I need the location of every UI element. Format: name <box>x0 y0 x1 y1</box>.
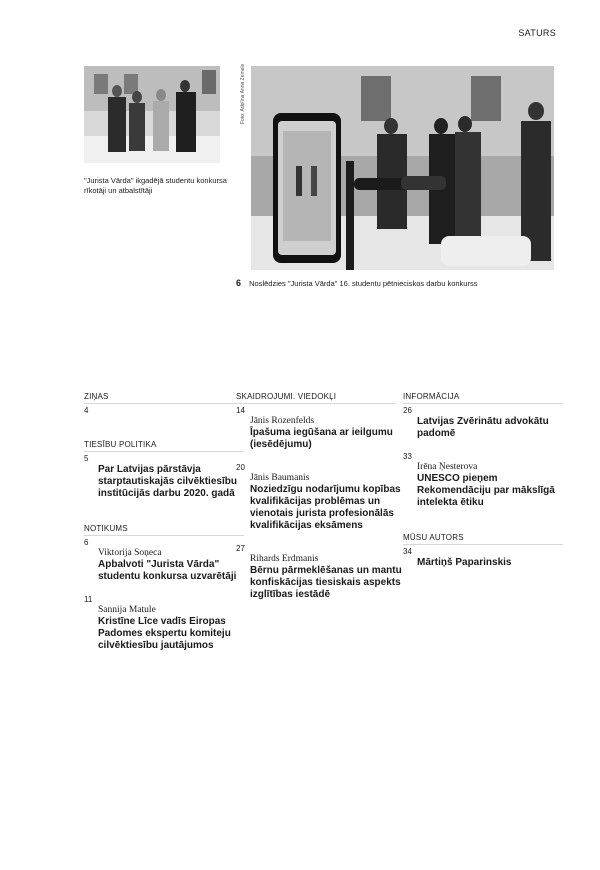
toc-entry[interactable] <box>236 544 406 601</box>
page-number: 11 <box>84 595 93 604</box>
toc-section-informacija <box>403 392 573 509</box>
caption-text: Noslēdzies "Jurista Vārda" 16. studentu pētnieciskos darbu konkurss <box>249 279 478 288</box>
article-author: Jānis Rozenfelds <box>250 416 315 426</box>
article-title[interactable]: Mārtiņš Paparinskis <box>417 557 512 568</box>
section-title: MŪSU AUTORS <box>403 533 563 545</box>
article-title[interactable]: Īpašuma iegūšana ar ieilgumu (iesēdējumu) <box>250 427 393 450</box>
toc-section-zinas <box>84 392 254 416</box>
toc-entry[interactable] <box>84 406 254 416</box>
page-number: 14 <box>236 406 245 415</box>
article-author: Irēna Ņesterova <box>417 462 478 472</box>
toc-entry[interactable] <box>84 595 254 652</box>
section-header: SATURS <box>518 28 556 38</box>
article-author: Sannija Matule <box>98 605 156 615</box>
toc-entry[interactable] <box>403 406 573 440</box>
toc-section-musu-autors <box>403 533 573 569</box>
article-title[interactable]: UNESCO pieņem Rekomendāciju par mākslīgā intelekta ētiku <box>417 473 555 508</box>
group-photo <box>84 66 220 163</box>
page-number: 6 <box>84 538 89 547</box>
article-title[interactable]: Bērnu pārmeklēšanas un mantu konfiskācijas tiesiskais aspekts izglītības iestādē <box>250 565 402 600</box>
toc-column-1 <box>84 392 254 676</box>
page-number: 20 <box>236 463 245 472</box>
section-title: TIESĪBU POLITIKA <box>84 440 244 452</box>
toc-entry[interactable] <box>84 538 254 583</box>
article-title[interactable]: Noziedzīgu nodarījumu kopības kvalifikācijas problēmas un vienotais jurista profesionālās kvalifikācijas eksāmens <box>250 484 401 531</box>
section-title: NOTIKUMS <box>84 524 244 536</box>
toc-section-notikums <box>84 524 254 652</box>
caption-page-number: 6 <box>236 278 242 288</box>
photo-credit: Foto: Adelīna Anna Zemele <box>240 63 246 124</box>
page-number: 27 <box>236 544 245 553</box>
page-number: 5 <box>84 454 89 463</box>
page-number: 26 <box>403 406 412 415</box>
article-author: Rihards Erdmanis <box>250 554 319 564</box>
article-title[interactable]: Apbalvoti "Jurista Vārda" studentu konkursa uzvarētāji <box>98 559 237 582</box>
page-number: 34 <box>403 547 412 556</box>
page-number: 33 <box>403 452 412 461</box>
toc-column-2 <box>236 392 406 625</box>
article-author: Jānis Baumanis <box>250 473 310 483</box>
toc-column-3 <box>403 392 573 593</box>
toc-entry[interactable] <box>236 463 406 532</box>
article-author: Viktorija Soņeca <box>98 548 162 558</box>
article-title[interactable]: Kristīne Līce vadīs Eiropas Padomes ekspertu komiteju cilvēktiesību jautājumos <box>98 616 231 651</box>
toc-section-tiesibu-politika <box>84 440 254 500</box>
event-photo <box>251 66 554 270</box>
toc-section-skaidrojumi <box>236 392 406 601</box>
toc-entry[interactable] <box>84 454 254 500</box>
section-title: SKAIDROJUMI. VIEDOKĻI <box>236 392 396 404</box>
group-photo-caption: "Jurista Vārda" ikgadējā studentu konkursa rīkotāji un atbalstītāji <box>84 176 227 195</box>
section-title: ZIŅAS <box>84 392 244 404</box>
article-title[interactable]: Par Latvijas pārstāvja starptautiskajās cilvēktiesību institūcijās darbu 2020. gadā <box>98 464 237 499</box>
article-title[interactable]: Latvijas Zvērinātu advokātu padomē <box>417 416 549 439</box>
toc-entry[interactable] <box>403 452 573 509</box>
toc-entry[interactable] <box>403 547 573 569</box>
page-number: 4 <box>84 406 89 415</box>
toc-entry[interactable] <box>236 406 406 451</box>
section-title: INFORMĀCIJA <box>403 392 563 404</box>
event-photo-caption <box>236 278 477 289</box>
